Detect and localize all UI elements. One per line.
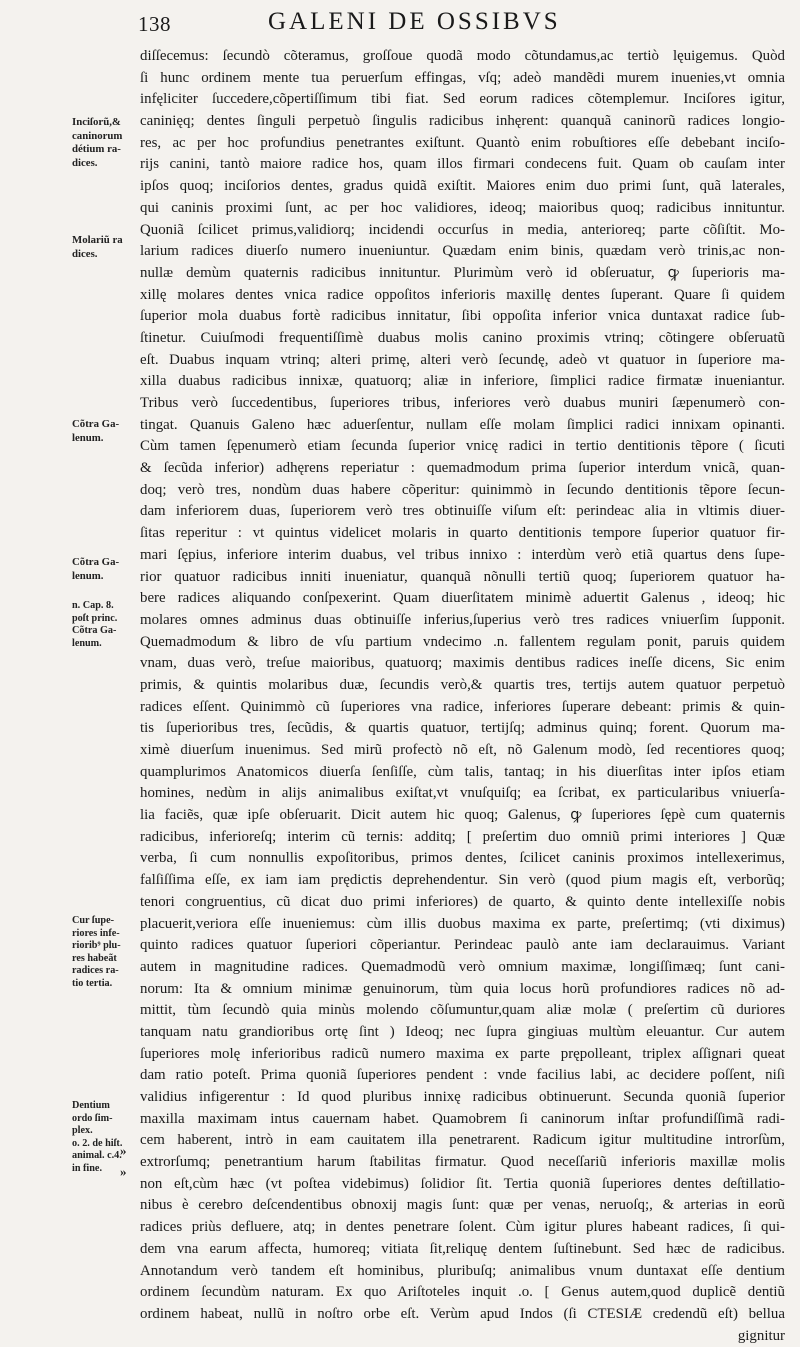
margin-note (72, 556, 142, 583)
margin-note (72, 116, 142, 170)
margin-note-line: in fine. (72, 1162, 103, 1174)
text-line: mari ſępius, inferiore interim duabus, vel tribus innixo : interdùm verò etiã quartus dens ſupe- (140, 546, 785, 563)
text-line: ordinem ſecundùm naturam. Ex quo Ariſtoteles inquit .o. [ Genus autem,quod duplicẽ dentiũ (140, 1284, 785, 1301)
margin-note-line: o. 2. de hiſt. (72, 1137, 123, 1149)
margin-note-line: Cõtra Ga- (72, 418, 120, 430)
text-line: ximè diuerſum inuenimus. Sed mirũ profectò nõ eſt, nõ Galenum modò, ſed recentiores quoq; (140, 742, 785, 758)
text-line: extrorſumq; penetrantium harum ſtabilitas firmatur. Quod neceſſariũ inferioris maxillæ molis (140, 1154, 785, 1171)
margin-note-line: détium ra- (72, 143, 121, 155)
text-line: larium radices diuerſo numero inueniuntur. Quædam enim binis, quædam verò trinis,ac non- (140, 243, 785, 260)
text-line: Cùm tamen ſępenumerò etiam ſecunda ſuperior vnicę radici in tertio dentitionis tẽpore ( ſicuti (140, 438, 785, 455)
text-line: doq; verò tres, nondùm duas habere cõperitur: quinimmò in ſecundo dentitionis tẽpore ſecun- (140, 481, 785, 498)
margin-note (72, 600, 142, 650)
margin-note-line: n. Cap. 8. (72, 600, 114, 611)
margin-note-line: lenum. (72, 569, 104, 582)
text-line: vnam, duas verò, treſue maioribus, quatuorq; maximis dentibus radices ineſſe dicens, Sic enim (140, 655, 785, 672)
text-line: homines, nedùm in alijs animalibus exiſtat,vt vnuſquiſq; ea ſcribat, ex particularibus vniuerſa- (140, 785, 785, 802)
margin-note-line: riores infe- (72, 927, 120, 939)
text-line: ſtinetur. Cuiuſmodi frequentiſſimè duabus molis canino proximis vtrinq; cõtingere obſeruatũ (140, 329, 785, 346)
text-line: dam inferiorem duas, ſuperiorem verò tres obtinuiſſe viſum eſt: perindeac alia in vltimis diuer- (140, 503, 785, 520)
margin-note-line: res habeãt (72, 952, 117, 964)
text-line: res, ac per hoc profundius penetrantes exiſtunt. Quantò enim robuſtiores eſſe debebant inciſo- (140, 134, 785, 151)
margin-note (72, 234, 142, 261)
text-line: dem vna earum affecta, humoreq; vitiata ſit,reliquę dentem ſuſtinebunt. Sed hæc de radicibus. (140, 1240, 785, 1257)
margin-note-line: poſt princ. (72, 612, 118, 624)
text-line: verba, ſi cum nonnullis expoſitoribus, primos dentes, ſcilicet caninis proximos intellexerimus, (140, 850, 785, 867)
text-line: eſt. Duabus inquam vtrinq; alteri primę, alteri verò ſecundę, adeò vt quatuor in ſuperiore ma- (140, 351, 785, 368)
margin-note-line: caninorum (72, 129, 123, 142)
text-line: ſuperior mola duabus fortè radicibus innitatur, ſibi oppoſita inferior vnica duntaxat radice ſub- (140, 308, 785, 325)
margin-note (72, 915, 142, 990)
margin-note-line: dices. (72, 156, 98, 169)
text-line: ſitas reperitur : vt quintus videlicet molaris in quarto dentitionis tempore ſuperior quatuor fir- (140, 525, 785, 542)
margin-notes (0, 0, 140, 1205)
text-line: gignitur (737, 1327, 785, 1344)
text-line: xilla duabus radicibus innixæ, quatuorq; aliæ in inferiore, ſimplici radice firmatæ inueniantur. (140, 373, 785, 390)
running-head: GALENI DE OSSIBVS (268, 8, 561, 35)
text-line: dam ratio poteſt. Prima quoniã ſuperiores pendent : vnde facilius labi, ac decidere poſſent, niſi (140, 1067, 785, 1084)
text-line: radices priùs defluere, atq; in dentes penetrare ſolent. Cùm igitur plures habeant radices, ſi qui- (140, 1219, 785, 1236)
margin-note-line: ordo ſim- (72, 1112, 113, 1124)
text-line: diſſecemus: ſecundò cõteramus, groſſoue quodã modo cõtundamus,ac tertiò lęuigemus. Quòd (140, 48, 785, 64)
text-line: ordinem habeat, nullũ in noſtro orbe eſt. Verùm apud Indos (ſi CTESIÆ credendũ eſt) bellua (140, 1305, 785, 1322)
margin-note-line: tio tertia. (72, 977, 113, 989)
text-line: tenori congruentius, cũ dicat duo primi inferiores) de quarto, & quinto dente intellexiſſe nobis (140, 893, 785, 910)
text-line: ſuperiores molę inferioribus radicũ numero maxima ex parte prępolleant, triplex aſſignari queat (140, 1045, 785, 1062)
text-line: ſi hunc ordinem mente tua peruerſum effingas, vſq; adeò mandẽdi murem inuenies,vt omnia (140, 69, 785, 86)
text-line: maxilla maximam intus cauernam habet. Quamobrem ſi caninorum inſtar profundiſſimã radi- (140, 1110, 785, 1127)
margin-note-line: lenum. (72, 637, 102, 649)
margin-note (72, 1100, 142, 1175)
text-line: placuerit,veriora eſſe inueniemus: cùm illis duobus maxima ex parte, preſertimq; (vti diximus) (140, 915, 785, 932)
margin-note-line: riorib⁹ plu- (72, 940, 121, 951)
text-line: ipſos quoq; inciſorios dentes, gradus quidã exiſtit. Maiores enim duo primi ſunt, quã laterales, (140, 178, 785, 195)
text-line: tis ſuperioribus tres, ſecũdis, & quartis quatuor, tertijſq; adminus quinq; forent. Quorum ma- (140, 720, 785, 737)
text-line: radices eſſent. Quinimmò cũ ſuperiores vna radice, inferiores ſuperare debeant: primis & quin- (140, 698, 785, 715)
margin-quote-mark: » (120, 1143, 127, 1158)
text-line: quinto radices quatuor ſuperiori cõperiantur. Perindeac paulò ante iam declarauimus. Variant (140, 937, 785, 954)
text-line: tingat. Quanuis Galeno hæc aduerſentur, nullam eſſe molam ſimplici radici innixam opinanti. (140, 416, 785, 433)
text-line: non eſt,cùm hæc (vt poſtea videbimus) ſolidior ſit. Tertia quoniã ſuperiores dentes deſtillatio- (140, 1175, 785, 1192)
text-line: & ſecũda inferior) adhęrens reperiatur : quemadmodum prima ſuperior interdum vnicã, quan- (140, 460, 785, 477)
text-line: rior quatuor radicibus inniti inueniatur, quanquã nõnulli tertiũ quoq; ſuperiorem quatuor ha- (140, 568, 785, 585)
margin-note-line: lenum. (72, 431, 104, 444)
margin-note-line: Cõtra Ga- (72, 556, 120, 568)
margin-quote-mark: » (120, 1164, 127, 1179)
text-line: caninięq; dentes ſinguli perpetuò ſingulis radicibus inhęrent: quanquã caninorũ radices longio- (140, 113, 785, 130)
text-line: nibus è cerebro deſcendentibus obnoxij magis ſunt: quæ per venas, neruoſq;, & arterias in eorũ (140, 1197, 785, 1214)
margin-note-line: Inciſorũ,& (72, 116, 121, 128)
margin-note (72, 418, 142, 445)
text-line: mittit, tùm ſecundò quia minùs molendo cõſumuntur,quam aliæ molæ ( preſertim cũ duriores (140, 1002, 785, 1019)
text-line: tanquam natu grandioribus ortę ſint ) Ideoq; nec ſupra gingiuas multùm eleuantur. Cur autem (140, 1023, 785, 1040)
text-line: falſiſſima eſſe, ex iam iam prędictis deprehendentur. Sin verò (quod pium magis eſt, verborũq; (140, 872, 785, 889)
text-line: norum: Ita & omnium minimæ genuinorum, tùm quia locus horũ profundiores radices nõ ad- (140, 980, 785, 997)
margin-note-line: Dentium (72, 1100, 110, 1111)
text-line: rijs canini, tantò maiore radice hos, quam illos firmari condecens fuit. Quam ob cauſam inter (140, 156, 785, 173)
margin-note-line: dices. (72, 247, 98, 260)
text-line: validius infigerentur : Id quod pluribus innixę radicibus obtinuerunt. Secunda quoniã ſuperior (140, 1089, 785, 1105)
text-line: radicibus, inferioreſq; interim cũ ternis: additq; [ preſertim duo omniũ primi interiores ] Quæ (140, 828, 785, 845)
body-text (140, 46, 785, 1347)
text-line: autem in magnitudine radices. Quemadmodũ verò omnium maximæ, longiſſimæq; ſunt cani- (140, 958, 785, 975)
text-line: Annotandum verò tandem eſt hominibus, pluribuſq; animalibus vnum duntaxat eſſe dentium (140, 1262, 785, 1279)
text-line: bere radices aliquando conſpexerint. Quam diuerſitatem minimè aduertit Galenus , ideoq; hic (140, 590, 785, 607)
text-line: primis, & quintis molaribus duæ, ſecundis verò,& quartis tres, tertijs autem quatuor perpetuò (140, 676, 785, 693)
text-line: Tribus verò ſuccedentibus, ſuperiores tribus, inferiores verò duabus muniri ſæpenumerò con- (140, 395, 785, 411)
margin-note-line: Molariũ ra (72, 234, 123, 246)
text-line: quamplurimos Anatomicos diuerſa ſenſiſſe, cùm talis, tantaq; in his diuerſitas inter ipſos etiam (140, 763, 785, 780)
margin-note-line: animal. c.4. (72, 1150, 122, 1161)
text-line: Quoniã ſcilicet primus,validiorq; incidendi occurſus in media, anterioreq; parte cõſiſtit. Mo- (140, 221, 785, 238)
text-line: infęliciter ſuccedere,cõpertiſſimum tibi fiat. Sed eorum radices cõtemplemur. Inciſores igitur, (140, 91, 785, 108)
text-line: Quemadmodum & libro de vſu partium vndecimo .n. fallentem regulam ponit, paruis quidem (140, 633, 785, 650)
margin-note-line: Cur ſupe- (72, 915, 114, 926)
text-line: lia faciẽs, quæ ipſe obſeruarit. Dicit autem hic quoq; Galenus, ꝙ ſuperiores ſępè cum quaternis (140, 807, 785, 824)
text-line: molares omnes adminus duas obtinuiſſe inferius,ſuperius verò tres radices vniuerſim ſupponit. (140, 611, 785, 628)
margin-note-line: Cõtra Ga- (72, 625, 117, 636)
text-line: cem haberent, intrò in eam cauitatem illa penetrarent. Radicum igitur multitudine introrſùm, (140, 1132, 785, 1149)
page-header (138, 8, 780, 42)
margin-note-line: plex. (72, 1125, 93, 1136)
margin-note-line: radices ra- (72, 965, 119, 976)
page-number: 138 (138, 12, 171, 36)
text-line: nullæ demùm quaternis radicibus innituntur. Plurimùm verò id obſeruatur, ꝙ ſuperioris ma- (140, 264, 785, 281)
text-line: qui caninis proximi ſunt, ac per hoc validiores, ideoq; maioribus quoq; radicibus innituntur. (140, 199, 785, 216)
text-line: xillę molares dentes vnica radice oppoſitos inferioris maxillę dentes ſuperant. Quare ſi quidem (140, 286, 785, 303)
